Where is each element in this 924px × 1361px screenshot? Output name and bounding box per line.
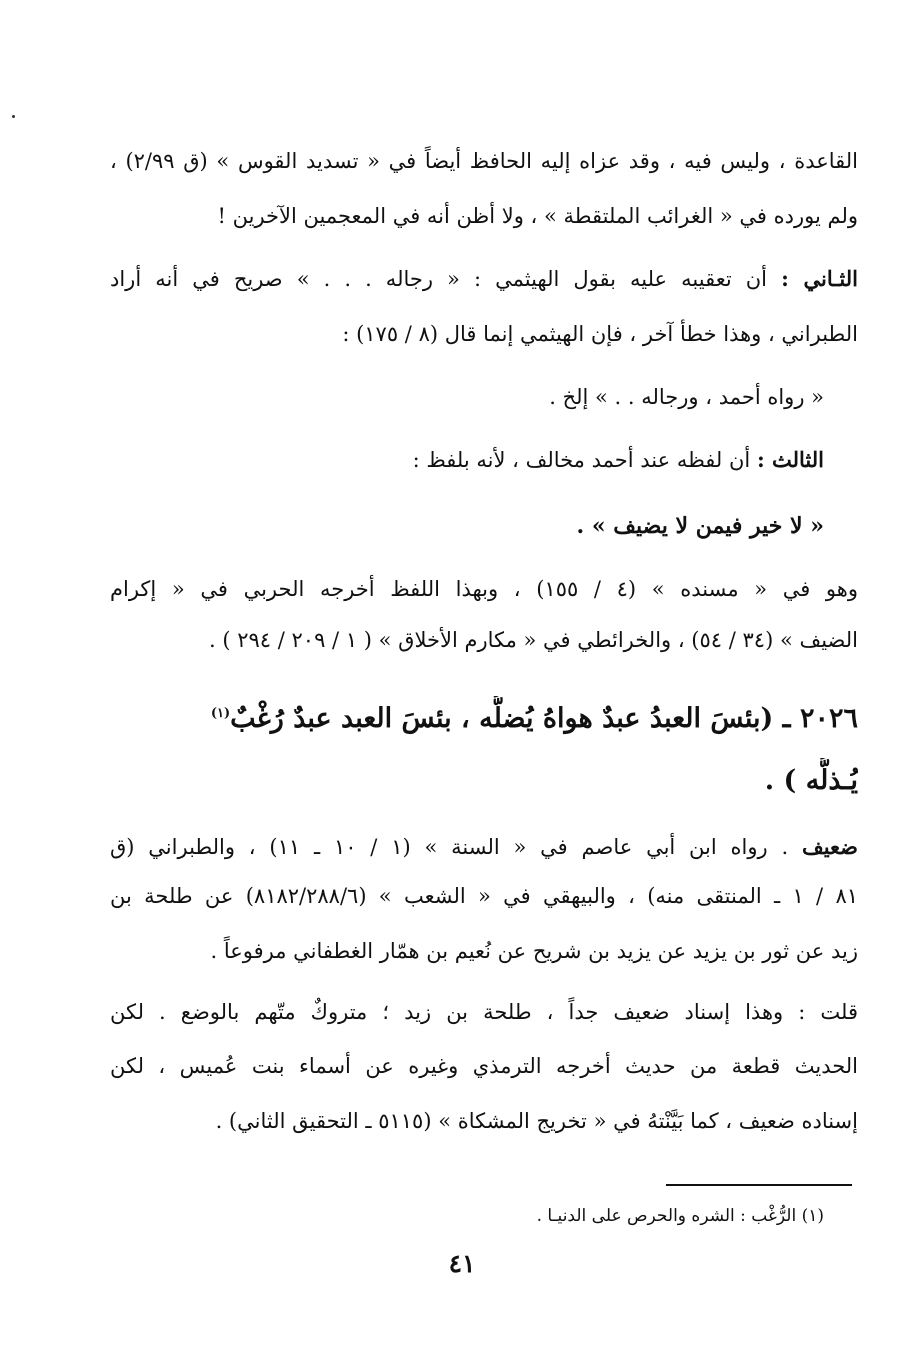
page-number: ٤١	[448, 1249, 476, 1278]
quote-la-khayr: « لا خير فيمن لا يضيف » .	[576, 513, 824, 539]
text-line-4: الطبراني ، وهذا خطأ آخر ، فإن الهيثمي إنما قال (٨ / ١٧٥) :	[342, 322, 858, 346]
scan-speck	[12, 115, 15, 118]
hadith-heading-line-2: يُـذلُّه ) .	[764, 765, 858, 796]
third-point-line	[110, 441, 824, 479]
quote-ahmad: « رواه أحمد ، ورجاله . . » إلخ .	[549, 385, 824, 409]
footnote: (١) الرُّغْب : الشره والحرص على الدنيـا .	[536, 1206, 824, 1226]
hadith-heading-text: ٢٠٢٦ ـ (بئسَ العبدُ عبدٌ هواهُ يُضلُّه ، بئسَ العبد عبدٌ رُغْبٌ	[230, 703, 858, 734]
text-line-9: الضيف » (٣٤ / ٥٤) ، والخرائطي في « مكارم الأخلاق » ( ١ / ٢٠٩ / ٢٩٤ ) .	[209, 628, 858, 652]
footnote-separator	[666, 1184, 852, 1186]
text-line-13: زيد عن ثور بن يزيد عن يزيد بن شريح عن نُعيم بن همّار الغطفاني مرفوعاً .	[210, 939, 858, 963]
text-line-1: القاعدة ، وليس فيه ، وقد عزاه إليه الحافظ أيضاً في « تسديد القوس » (ق ٢/٩٩) ،	[110, 149, 858, 173]
third-point-text: أن لفظه عند أحمد مخالف ، لأنه بلفظ :	[412, 448, 757, 472]
grading-label: ضعيف	[801, 834, 858, 859]
second-point-line	[110, 260, 858, 298]
hadith-heading-line-1	[110, 696, 858, 742]
grading-line	[110, 828, 858, 866]
third-point-label: الثالث :	[756, 447, 824, 472]
text-line-2: ولم يورده في « الغرائب الملتقطة » ، ولا أظن أنه في المعجمين الآخرين !	[217, 204, 858, 228]
text-line-12: ٨١ / ١ ـ المنتقى منه) ، والبيهقي في « الشعب » (٨١٨٢/٢٨٨/٦) عن طلحة بن	[110, 884, 858, 908]
text-line-16: إسناده ضعيف ، كما بَيَّنْتهُ في « تخريج المشكاة » (٥١١٥ ـ التحقيق الثاني) .	[215, 1109, 858, 1133]
text-line-14: قلت : وهذا إسناد ضعيف جداً ، طلحة بن زيد ؛ متروكٌ متّهم بالوضع . لكن	[110, 1000, 858, 1024]
footnote-ref: (١)	[210, 706, 231, 721]
text-line-8: وهو في « مسنده » (٤ / ١٥٥) ، وبهذا اللفظ أخرجه الحربي في « إكرام	[110, 577, 858, 601]
text-line-15: الحديث قطعة من حديث أخرجه الترمذي وغيره عن أسماء بنت عُميس ، لكن	[110, 1054, 858, 1078]
grading-text: . رواه ابن أبي عاصم في « السنة » (١ / ١٠ ـ ١١) ، والطبراني (ق	[110, 835, 802, 859]
second-point-label: الثـاني :	[781, 266, 858, 291]
second-point-text: أن تعقيبه عليه بقول الهيثمي : « رجاله . . . » صريح في أنه أراد	[110, 267, 782, 291]
